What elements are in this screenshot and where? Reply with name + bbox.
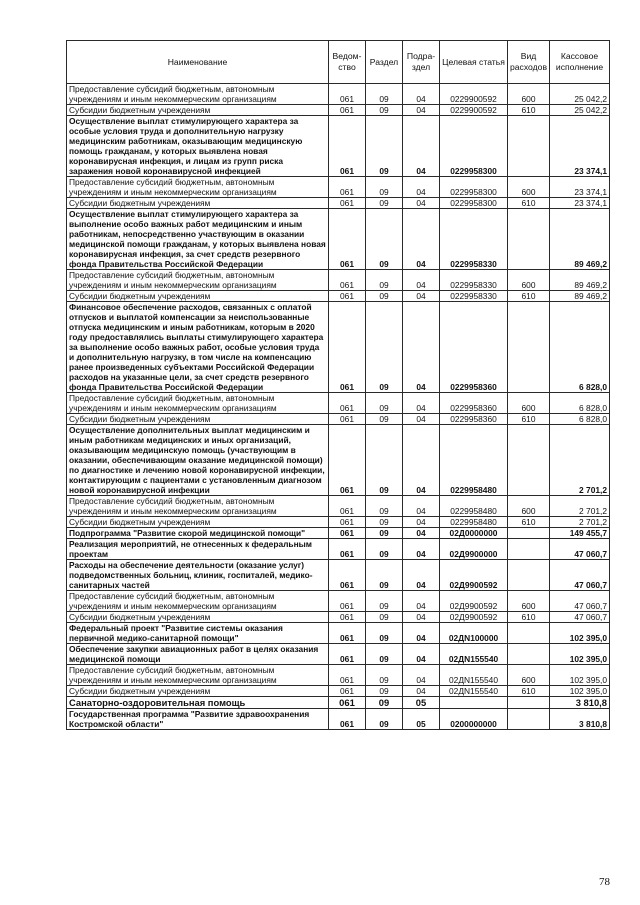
cell-name: Государственная программа "Развитие здравоохранения Костромской области" — [67, 709, 329, 730]
cell-dept: 061 — [329, 116, 366, 177]
cell-name: Федеральный проект "Развитие системы оказания первичной медико-санитарной помощи" — [67, 623, 329, 644]
cell-kind: 600 — [508, 591, 550, 612]
cell-kind: 600 — [508, 177, 550, 198]
cell-kind: 600 — [508, 393, 550, 414]
cell-amount: 2 701,2 — [550, 425, 610, 496]
cell-section: 09 — [366, 84, 403, 105]
cell-amount: 2 701,2 — [550, 496, 610, 517]
cell-name: Субсидии бюджетным учреждениям — [67, 414, 329, 425]
cell-name: Предоставление субсидий бюджетным, автономным учреждениям и иным некоммерческим организациям — [67, 393, 329, 414]
cell-section: 09 — [366, 414, 403, 425]
cell-amount: 3 810,8 — [550, 709, 610, 730]
cell-kind: 610 — [508, 105, 550, 116]
cell-amount: 102 395,0 — [550, 665, 610, 686]
cell-target: 0229958330 — [440, 209, 508, 270]
table-row — [67, 709, 610, 730]
header-name: Наименование — [67, 41, 329, 84]
cell-name: Санаторно-оздоровительная помощь — [67, 697, 329, 709]
cell-amount: 3 810,8 — [550, 697, 610, 709]
cell-subsection: 04 — [403, 105, 440, 116]
header-dept: Ведом-ство — [329, 41, 366, 84]
cell-name: Осуществление дополнительных выплат медицинским и иным работникам медицинских и иных организаций, оказывающим медицинскую помощь (участвующим в оказании, обеспечивающим оказание медицинской помощи) по диагностике и лечению новой коронавирусной инфекции, контактирующим с пациентами с установленным диагнозом новой коронавирусной инфекции — [67, 425, 329, 496]
cell-name: Предоставление субсидий бюджетным, автономным учреждениям и иным некоммерческим организациям — [67, 665, 329, 686]
cell-subsection: 04 — [403, 177, 440, 198]
cell-amount: 89 469,2 — [550, 209, 610, 270]
cell-target: 0229958480 — [440, 425, 508, 496]
cell-target: 0229958480 — [440, 496, 508, 517]
cell-subsection: 04 — [403, 665, 440, 686]
cell-kind — [508, 209, 550, 270]
cell-dept: 061 — [329, 84, 366, 105]
cell-section: 09 — [366, 517, 403, 528]
cell-amount: 47 060,7 — [550, 612, 610, 623]
cell-amount: 2 701,2 — [550, 517, 610, 528]
cell-kind: 610 — [508, 612, 550, 623]
cell-dept: 061 — [329, 528, 366, 539]
cell-target: 02ДN100000 — [440, 623, 508, 644]
cell-kind: 600 — [508, 665, 550, 686]
table-row — [67, 270, 610, 291]
cell-dept: 061 — [329, 414, 366, 425]
cell-target: 02Д9900592 — [440, 591, 508, 612]
cell-target: 0229958300 — [440, 177, 508, 198]
table-row — [67, 414, 610, 425]
cell-dept: 061 — [329, 612, 366, 623]
cell-name: Расходы на обеспечение деятельности (оказание услуг) подведомственных больниц, клиник, госпиталей, медико-санитарных частей — [67, 560, 329, 591]
cell-subsection: 04 — [403, 539, 440, 560]
table-row — [67, 425, 610, 496]
cell-name: Предоставление субсидий бюджетным, автономным учреждениям и иным некоммерческим организациям — [67, 496, 329, 517]
cell-subsection: 04 — [403, 644, 440, 665]
cell-dept: 061 — [329, 665, 366, 686]
cell-name: Субсидии бюджетным учреждениям — [67, 686, 329, 697]
cell-target: 0229958300 — [440, 198, 508, 209]
cell-dept: 061 — [329, 517, 366, 528]
table-row — [67, 116, 610, 177]
cell-amount: 89 469,2 — [550, 291, 610, 302]
cell-section: 09 — [366, 393, 403, 414]
cell-section: 09 — [366, 198, 403, 209]
cell-subsection: 04 — [403, 291, 440, 302]
cell-subsection: 05 — [403, 709, 440, 730]
cell-subsection: 04 — [403, 517, 440, 528]
cell-amount: 47 060,7 — [550, 539, 610, 560]
cell-section: 09 — [366, 209, 403, 270]
table-row — [67, 393, 610, 414]
cell-dept: 061 — [329, 644, 366, 665]
cell-subsection: 05 — [403, 697, 440, 709]
table-row — [67, 209, 610, 270]
cell-kind: 600 — [508, 84, 550, 105]
cell-section: 09 — [366, 528, 403, 539]
cell-kind: 610 — [508, 291, 550, 302]
cell-subsection: 04 — [403, 528, 440, 539]
cell-amount: 102 395,0 — [550, 644, 610, 665]
cell-dept: 061 — [329, 291, 366, 302]
cell-target: 0200000000 — [440, 709, 508, 730]
cell-name: Субсидии бюджетным учреждениям — [67, 517, 329, 528]
cell-name: Осуществление выплат стимулирующего характера за выполнение особо важных работ медицинским и иным работникам, непосредственно участвующим в оказании медицинской помощи гражданам, у которых выявлена новая коронавирусная инфекция, за счет средств резервного фонда Правительства Российской Федерации — [67, 209, 329, 270]
cell-amount: 23 374,1 — [550, 116, 610, 177]
cell-name: Субсидии бюджетным учреждениям — [67, 291, 329, 302]
cell-kind — [508, 697, 550, 709]
table-row — [67, 528, 610, 539]
cell-section: 09 — [366, 177, 403, 198]
cell-target: 02Д9900592 — [440, 612, 508, 623]
cell-kind — [508, 709, 550, 730]
cell-target: 0229958330 — [440, 270, 508, 291]
table-row — [67, 612, 610, 623]
cell-section: 09 — [366, 644, 403, 665]
cell-subsection: 04 — [403, 560, 440, 591]
cell-amount: 89 469,2 — [550, 270, 610, 291]
table-header — [67, 41, 610, 84]
cell-dept: 061 — [329, 560, 366, 591]
cell-section: 09 — [366, 612, 403, 623]
table-row — [67, 105, 610, 116]
cell-subsection: 04 — [403, 623, 440, 644]
cell-name: Предоставление субсидий бюджетным, автономным учреждениям и иным некоммерческим организациям — [67, 84, 329, 105]
cell-dept: 061 — [329, 697, 366, 709]
cell-name: Предоставление субсидий бюджетным, автономным учреждениям и иным некоммерческим организациям — [67, 270, 329, 291]
cell-section: 09 — [366, 496, 403, 517]
cell-kind — [508, 528, 550, 539]
cell-dept: 061 — [329, 105, 366, 116]
table-row — [67, 496, 610, 517]
cell-target: 02Д9900000 — [440, 539, 508, 560]
cell-kind: 610 — [508, 686, 550, 697]
table-row — [67, 291, 610, 302]
cell-section: 09 — [366, 302, 403, 393]
header-kind: Вид расходов — [508, 41, 550, 84]
header-target: Целевая статья — [440, 41, 508, 84]
table-body — [67, 84, 610, 730]
cell-name: Обеспечение закупки авиационных работ в целях оказания медицинской помощи — [67, 644, 329, 665]
cell-section: 09 — [366, 270, 403, 291]
cell-dept: 061 — [329, 270, 366, 291]
cell-target: 0229958360 — [440, 414, 508, 425]
table-row — [67, 591, 610, 612]
cell-target: 0229900592 — [440, 84, 508, 105]
cell-name: Субсидии бюджетным учреждениям — [67, 105, 329, 116]
budget-table-sheet — [66, 40, 609, 730]
cell-dept: 061 — [329, 686, 366, 697]
cell-kind: 610 — [508, 517, 550, 528]
table-row — [67, 686, 610, 697]
cell-section: 09 — [366, 591, 403, 612]
cell-name: Финансовое обеспечение расходов, связанных с оплатой отпусков и выплатой компенсации за неиспользованные отпуска медицинским и иным работникам, которым в 2020 году предоставлялись выплаты стимулирующего характера за выполнение особо важных работ, особые условия труда и дополнительную нагрузку, в том числе на компенсацию ранее произведенных субъектами Российской Федерации расходов на указанные цели, за счет средств резервного фонда Правительства Российской Федерации — [67, 302, 329, 393]
cell-section: 09 — [366, 623, 403, 644]
cell-dept: 061 — [329, 198, 366, 209]
cell-target: 02Д9900592 — [440, 560, 508, 591]
cell-section: 09 — [366, 105, 403, 116]
cell-section: 09 — [366, 697, 403, 709]
cell-target: 0229958300 — [440, 116, 508, 177]
cell-subsection: 04 — [403, 414, 440, 425]
cell-kind — [508, 116, 550, 177]
cell-kind — [508, 539, 550, 560]
header-row — [67, 41, 610, 84]
cell-name: Осуществление выплат стимулирующего характера за особые условия труда и дополнительную нагрузку медицинским работникам, оказывающим медицинскую помощь гражданам, у которых выявлена новая коронавирусная инфекция, и лицам из групп риска заражения новой коронавирусной инфекцией — [67, 116, 329, 177]
cell-dept: 061 — [329, 302, 366, 393]
cell-amount: 6 828,0 — [550, 414, 610, 425]
cell-kind: 610 — [508, 414, 550, 425]
cell-section: 09 — [366, 686, 403, 697]
header-subsection: Подра-здел — [403, 41, 440, 84]
cell-target: 02Д0000000 — [440, 528, 508, 539]
cell-dept: 061 — [329, 177, 366, 198]
cell-subsection: 04 — [403, 270, 440, 291]
cell-amount: 102 395,0 — [550, 623, 610, 644]
cell-subsection: 04 — [403, 84, 440, 105]
cell-amount: 149 455,7 — [550, 528, 610, 539]
table-row — [67, 198, 610, 209]
cell-subsection: 04 — [403, 591, 440, 612]
cell-subsection: 04 — [403, 425, 440, 496]
cell-section: 09 — [366, 665, 403, 686]
cell-subsection: 04 — [403, 496, 440, 517]
cell-kind — [508, 425, 550, 496]
cell-dept: 061 — [329, 591, 366, 612]
cell-amount: 23 374,1 — [550, 198, 610, 209]
cell-amount: 102 395,0 — [550, 686, 610, 697]
table-row — [67, 302, 610, 393]
cell-subsection: 04 — [403, 612, 440, 623]
cell-target: 0229958360 — [440, 393, 508, 414]
cell-target: 02ДN155540 — [440, 644, 508, 665]
cell-subsection: 04 — [403, 302, 440, 393]
cell-kind — [508, 302, 550, 393]
cell-target: 0229958480 — [440, 517, 508, 528]
table-row — [67, 644, 610, 665]
page-number: 78 — [599, 876, 610, 888]
cell-kind — [508, 623, 550, 644]
cell-section: 09 — [366, 560, 403, 591]
table-row — [67, 623, 610, 644]
header-amount: Кассовое исполнение — [550, 41, 610, 84]
cell-amount: 25 042,2 — [550, 105, 610, 116]
cell-section: 09 — [366, 539, 403, 560]
cell-kind: 610 — [508, 198, 550, 209]
table-row — [67, 560, 610, 591]
cell-target: 02ДN155540 — [440, 665, 508, 686]
cell-section: 09 — [366, 425, 403, 496]
cell-name: Реализация мероприятий, не отнесенных к федеральным проектам — [67, 539, 329, 560]
cell-dept: 061 — [329, 209, 366, 270]
budget-execution-table — [66, 40, 610, 730]
cell-amount: 25 042,2 — [550, 84, 610, 105]
cell-amount: 6 828,0 — [550, 302, 610, 393]
cell-amount: 6 828,0 — [550, 393, 610, 414]
cell-subsection: 04 — [403, 116, 440, 177]
header-section: Раздел — [366, 41, 403, 84]
cell-subsection: 04 — [403, 209, 440, 270]
cell-dept: 061 — [329, 425, 366, 496]
cell-dept: 061 — [329, 709, 366, 730]
cell-kind: 600 — [508, 496, 550, 517]
table-row — [67, 539, 610, 560]
table-row — [67, 517, 610, 528]
table-row — [67, 665, 610, 686]
cell-amount: 47 060,7 — [550, 560, 610, 591]
cell-amount: 23 374,1 — [550, 177, 610, 198]
cell-amount: 47 060,7 — [550, 591, 610, 612]
cell-kind — [508, 644, 550, 665]
cell-name: Субсидии бюджетным учреждениям — [67, 198, 329, 209]
cell-subsection: 04 — [403, 393, 440, 414]
cell-section: 09 — [366, 116, 403, 177]
cell-dept: 061 — [329, 496, 366, 517]
cell-name: Предоставление субсидий бюджетным, автономным учреждениям и иным некоммерческим организациям — [67, 177, 329, 198]
cell-target: 0229958360 — [440, 302, 508, 393]
cell-name: Подпрограмма "Развитие скорой медицинской помощи" — [67, 528, 329, 539]
table-row — [67, 697, 610, 709]
cell-target: 0229958330 — [440, 291, 508, 302]
cell-section: 09 — [366, 709, 403, 730]
cell-dept: 061 — [329, 539, 366, 560]
cell-target: 0229900592 — [440, 105, 508, 116]
cell-subsection: 04 — [403, 686, 440, 697]
cell-dept: 061 — [329, 623, 366, 644]
cell-target: 02ДN155540 — [440, 686, 508, 697]
cell-section: 09 — [366, 291, 403, 302]
cell-target — [440, 697, 508, 709]
cell-subsection: 04 — [403, 198, 440, 209]
cell-kind: 600 — [508, 270, 550, 291]
cell-name: Субсидии бюджетным учреждениям — [67, 612, 329, 623]
cell-name: Предоставление субсидий бюджетным, автономным учреждениям и иным некоммерческим организациям — [67, 591, 329, 612]
table-row — [67, 177, 610, 198]
cell-kind — [508, 560, 550, 591]
table-row — [67, 84, 610, 105]
cell-dept: 061 — [329, 393, 366, 414]
